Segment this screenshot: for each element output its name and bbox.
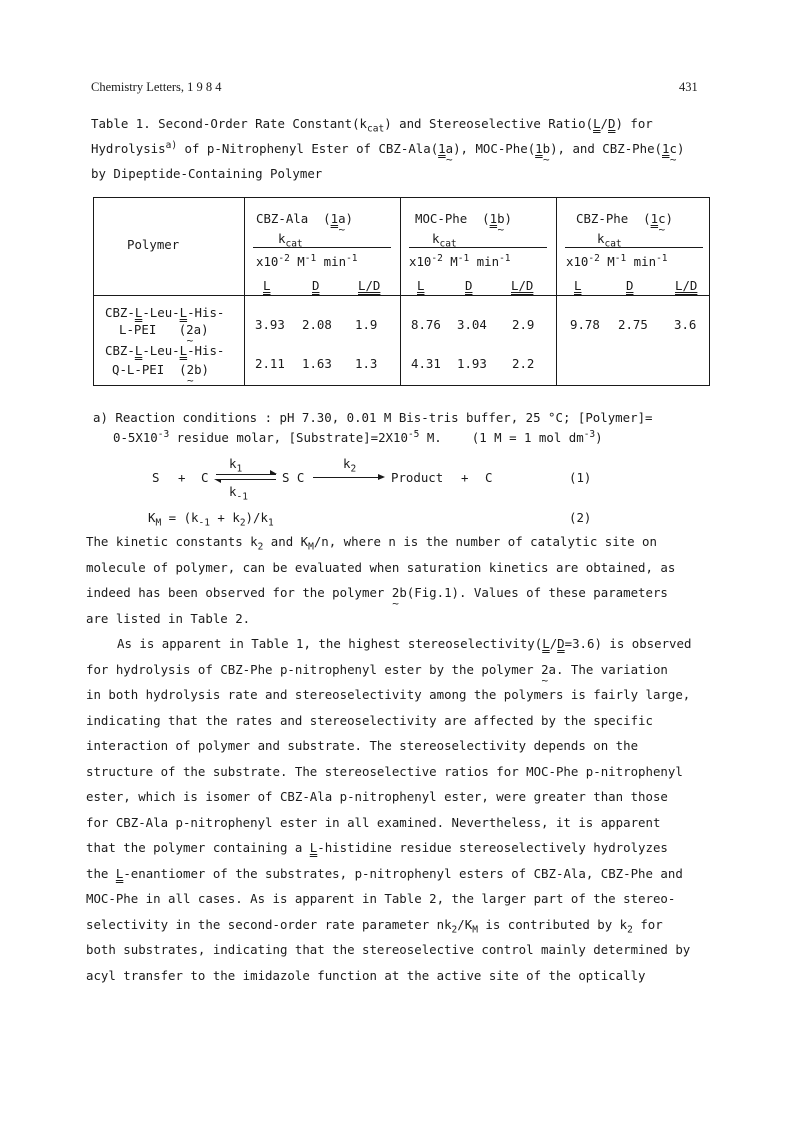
value-2a-phe-LD: 3.6 bbox=[674, 317, 697, 332]
header-rule-1 bbox=[253, 247, 391, 248]
rate-constant-table bbox=[93, 197, 710, 386]
value-2a-ala-L: 3.93 bbox=[255, 317, 285, 332]
value-2a-ala-LD: 1.9 bbox=[355, 317, 378, 332]
eq1-C2: C bbox=[485, 470, 493, 485]
cbz-phe-values-cell bbox=[557, 296, 710, 386]
eq1-km1: $k_{-1}$ bbox=[229, 484, 248, 503]
eq1-k2: $k_2$ bbox=[343, 456, 357, 475]
polymer-labels-cell bbox=[94, 296, 245, 386]
value-2b-ala-L: 2.11 bbox=[255, 356, 285, 371]
value-2b-moc-L: 4.31 bbox=[411, 356, 441, 371]
body-line-5: As is apparent in Table 1, the highest stereoselectivity(L/D=3.6) is observed bbox=[117, 636, 692, 651]
body-line-2: molecule of polymer, can be evaluated when saturation kinetics are obtained, as bbox=[86, 560, 676, 575]
value-2a-ala-D: 2.08 bbox=[302, 317, 332, 332]
table-header-row bbox=[94, 198, 710, 296]
body-line-3: indeed has been observed for the polymer 2 ~b(Fig.1). Values of these parameters bbox=[86, 585, 668, 600]
footnote-line1: a) Reaction conditions : pH 7.30, 0.01 M Bis-tris buffer, 25 °C; [Polymer]= bbox=[93, 410, 653, 425]
polymer-2b-line2: Q-L-PEI (2 ~b) bbox=[112, 362, 209, 377]
col-L-2: L bbox=[417, 278, 425, 293]
body-line-12: for CBZ-Ala p-nitrophenyl ester in all examined. Nevertheless, it is apparent bbox=[86, 815, 661, 830]
value-2a-phe-D: 2.75 bbox=[618, 317, 648, 332]
group-header-cell-2 bbox=[401, 198, 557, 296]
eq1-k1: $k_1$ bbox=[229, 456, 243, 475]
value-2a-moc-LD: 2.9 bbox=[512, 317, 535, 332]
polymer-header: Polymer bbox=[127, 237, 180, 252]
polymer-2a-line1: CBZ-L-Leu-L-His- bbox=[105, 305, 225, 320]
table-caption-line3: by Dipeptide-Containing Polymer bbox=[91, 166, 323, 181]
eq1-product: Product bbox=[391, 470, 444, 485]
kcat-label-1: $k_{cat}$ bbox=[278, 231, 303, 250]
eq1-product-arrow bbox=[313, 477, 381, 478]
group-header-cbz-phe: CBZ-Phe (1c ~) bbox=[576, 211, 673, 226]
value-2b-moc-LD: 2.2 bbox=[512, 356, 535, 371]
group-header-cell-1 bbox=[245, 198, 401, 296]
body-line-14: the L-enantiomer of the substrates, p-nitrophenyl esters of CBZ-Ala, CBZ-Phe and bbox=[86, 866, 683, 881]
page-number: 431 bbox=[679, 80, 698, 94]
body-line-18: acyl transfer to the imidazole function at the active site of the optically bbox=[86, 968, 646, 983]
body-line-8: indicating that the rates and stereoselectivity are affected by the specific bbox=[86, 713, 653, 728]
body-line-15: MOC-Phe in all cases. As is apparent in Table 2, the larger part of the stereo- bbox=[86, 891, 676, 906]
header-rule-2 bbox=[409, 247, 547, 248]
col-D-1: D bbox=[312, 278, 320, 293]
body-line-6: for hydrolysis of CBZ-Phe p-nitrophenyl ester by the polymer 2 ~a. The variation bbox=[86, 662, 668, 677]
value-2b-moc-D: 1.93 bbox=[457, 356, 487, 371]
equation-2: $K_M = (k_{-1} + k_2)/k_1$ bbox=[148, 510, 274, 529]
col-LD-1: L/D bbox=[358, 278, 381, 293]
polymer-2b-line1: CBZ-L-Leu-L-His- bbox=[105, 343, 225, 358]
eq1-product-arrowhead bbox=[378, 474, 385, 480]
value-2a-moc-D: 3.04 bbox=[457, 317, 487, 332]
eq1-reverse-arrow bbox=[216, 479, 276, 480]
group-header-cbz-ala: CBZ-Ala (1a ~) bbox=[256, 211, 353, 226]
value-2b-ala-LD: 1.3 bbox=[355, 356, 378, 371]
units-label-1: $x10^{-2}$ $M^{-1}$ $\min^{-1}$ bbox=[256, 252, 358, 269]
col-D-3: D bbox=[626, 278, 634, 293]
eq1-reverse-arrowhead bbox=[214, 479, 221, 483]
cbz-ala-values-cell bbox=[245, 296, 401, 386]
polymer-2a-line2: L-PEI (2 ~a) bbox=[119, 322, 209, 337]
col-LD-2: L/D bbox=[511, 278, 534, 293]
moc-phe-values-cell bbox=[401, 296, 557, 386]
eq1-plus: + bbox=[178, 470, 186, 485]
body-line-9: interaction of polymer and substrate. The stereoselectivity depends on the bbox=[86, 738, 639, 753]
group-header-moc-phe: MOC-Phe (1b ~) bbox=[415, 211, 512, 226]
table-caption-line1: Table 1. Second-Order Rate $Constant(k_{cat})$ and Stereoselective Ratio(L/D) for bbox=[91, 116, 653, 135]
polymer-header-cell bbox=[94, 198, 245, 296]
kcat-label-3: $k_{cat}$ bbox=[597, 231, 622, 250]
body-line-4: are listed in Table 2. bbox=[86, 611, 251, 626]
kcat-label-2: $k_{cat}$ bbox=[432, 231, 457, 250]
eq1-SC: S C bbox=[282, 470, 305, 485]
body-line-17: both substrates, indicating that the stereoselective control mainly determined by bbox=[86, 942, 691, 957]
value-2a-phe-L: 9.78 bbox=[570, 317, 600, 332]
body-line-10: structure of the substrate. The stereoselective ratios for MOC-Phe p-nitrophenyl bbox=[86, 764, 683, 779]
eq1-S: S bbox=[152, 470, 160, 485]
footnote-line2: $0-5X10^{-3}$ residue molar, $[Substrate]=2X10^{-5}$ M. (1 M = 1 mol $dm^{-3}$) bbox=[113, 428, 603, 445]
value-2a-moc-L: 8.76 bbox=[411, 317, 441, 332]
table-caption-line2: Hydrolysis$^{a)}$ of p-Nitrophenyl Ester of CBZ-Ala(1a ~), MOC-Phe(1b ~), and CBZ-Phe(1c ~) bbox=[91, 141, 684, 156]
eq1-forward-arrow bbox=[216, 474, 276, 475]
body-line-13: that the polymer containing a L-histidine residue stereoselectively hydrolyzes bbox=[86, 840, 668, 855]
value-2b-ala-D: 1.63 bbox=[302, 356, 332, 371]
eq1-C: C bbox=[201, 470, 209, 485]
header-rule-3 bbox=[565, 247, 703, 248]
body-line-11: ester, which is isomer of CBZ-Ala p-nitrophenyl ester, were greater than those bbox=[86, 789, 668, 804]
eq1-forward-arrowhead bbox=[270, 470, 277, 474]
col-LD-3: L/D bbox=[675, 278, 698, 293]
group-header-cell-3 bbox=[557, 198, 710, 296]
body-line-1: The kinetic constants $k_2$ and $K_M/n$, where n is the number of catalytic site on bbox=[86, 534, 657, 553]
eq1-plus2: + bbox=[461, 470, 469, 485]
eq1-number: (1) bbox=[569, 470, 592, 485]
body-line-16: selectivity in the second-order rate parameter $nk_2/K_M$ is contributed by $k_2$ for bbox=[86, 917, 663, 936]
journal-header: Chemistry Letters, 1 9 8 4 bbox=[91, 80, 222, 94]
units-label-2: $x10^{-2}$ $M^{-1}$ $\min^{-1}$ bbox=[409, 252, 511, 269]
col-D-2: D bbox=[465, 278, 473, 293]
body-line-7: in both hydrolysis rate and stereoselectivity among the polymers is fairly large, bbox=[86, 687, 691, 702]
units-label-3: $x10^{-2}$ $M^{-1}$ $\min^{-1}$ bbox=[566, 252, 668, 269]
table-body-row bbox=[94, 296, 710, 386]
eq2-number: (2) bbox=[569, 510, 592, 525]
col-L-1: L bbox=[263, 278, 271, 293]
col-L-3: L bbox=[574, 278, 582, 293]
